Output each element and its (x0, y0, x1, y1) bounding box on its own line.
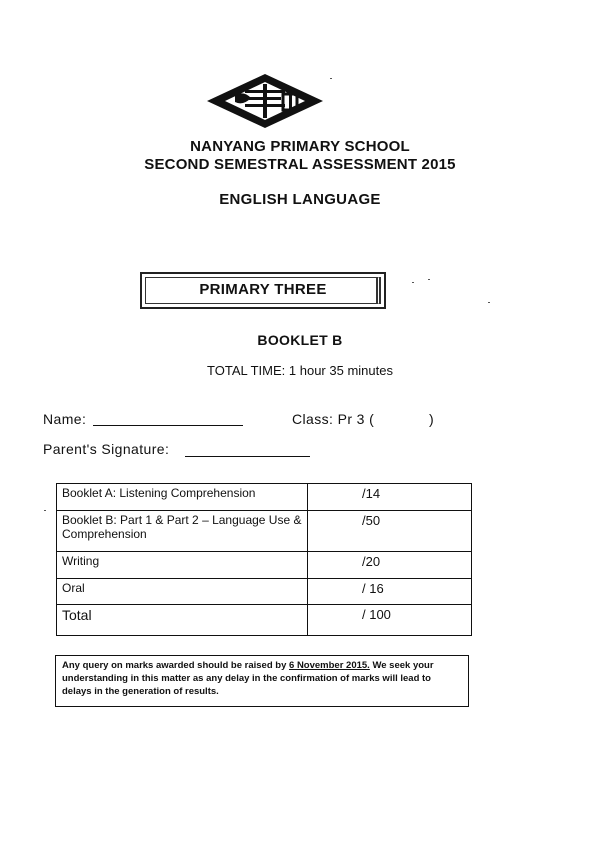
scan-speck (412, 282, 414, 283)
class-label: Class: Pr 3 ( (292, 411, 375, 427)
component-cell: Writing (57, 552, 308, 579)
signature-field[interactable] (185, 456, 310, 457)
table-row (57, 511, 472, 552)
subject-title: ENGLISH LANGUAGE (219, 191, 381, 208)
scan-speck (44, 510, 46, 511)
notice-date: 6 November 2015. (289, 660, 370, 671)
name-label: Name: (43, 411, 87, 427)
notice-text-2: We seek your understanding in this matter as any delay in the confirmation of marks will lead to delays in the generation of results. (62, 660, 434, 697)
table-row (57, 484, 472, 511)
level-label: PRIMARY THREE (199, 281, 327, 298)
signature-label: Parent's Signature: (43, 441, 170, 457)
component-cell: Oral (57, 579, 308, 605)
table-row (57, 552, 472, 579)
scan-speck (488, 302, 490, 303)
table-row (57, 605, 472, 636)
scan-speck (428, 279, 430, 280)
component-cell: Total (57, 605, 308, 636)
scan-speck (330, 78, 332, 79)
marks-query-notice (55, 655, 469, 707)
assessment-title: SECOND SEMESTRAL ASSESSMENT 2015 (144, 156, 456, 173)
score-cell: /20 (308, 552, 472, 579)
table-row (57, 579, 472, 605)
notice-text-1: Any query on marks awarded should be raised by (62, 660, 290, 671)
level-box (140, 272, 386, 309)
score-cell: / 16 (308, 579, 472, 605)
school-logo (205, 72, 325, 130)
score-cell: /14 (308, 484, 472, 511)
booklet-label: BOOKLET B (257, 332, 343, 348)
score-cell: /50 (308, 511, 472, 552)
marks-table (56, 483, 472, 636)
school-name: NANYANG PRIMARY SCHOOL (190, 138, 410, 155)
component-cell: Booklet B: Part 1 & Part 2 – Language Use & Comprehension (57, 511, 308, 552)
name-field[interactable] (93, 425, 243, 426)
score-cell: / 100 (308, 605, 472, 636)
class-close: ) (429, 411, 435, 427)
total-time: TOTAL TIME: 1 hour 35 minutes (207, 363, 393, 378)
component-cell: Booklet A: Listening Comprehension (57, 484, 308, 511)
